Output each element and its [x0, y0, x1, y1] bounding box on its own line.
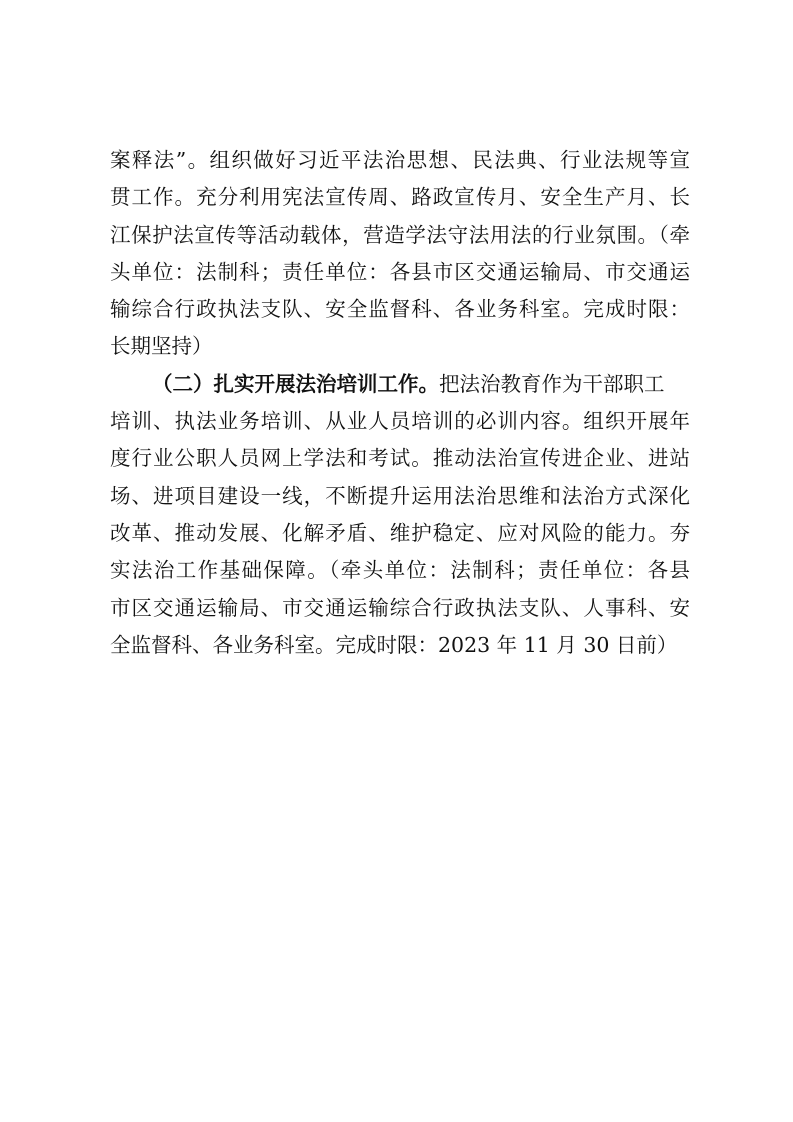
- paragraph-line: 长期坚持）: [110, 334, 213, 359]
- document-body: [110, 142, 690, 664]
- section-heading: （二）扎实开展法治培训工作。: [152, 371, 439, 396]
- paragraph-line: 场、进项目建设一线，不断提升运用法治思维和法治方式深化: [110, 483, 690, 508]
- paragraph-line: 改革、推动发展、化解矛盾、维护稳定、应对风险的能力。夯: [110, 520, 690, 545]
- paragraph-line: 案释法”。组织做好习近平法治思想、民法典、行业法规等宣: [110, 148, 690, 172]
- paragraph-legal-training: [110, 366, 690, 664]
- paragraph-line: 实法治工作基础保障。（牵头单位：法制科；责任单位：各县: [110, 558, 690, 583]
- paragraph-line: 培训、执法业务培训、从业人员培训的必训内容。组织开展年: [110, 409, 690, 434]
- paragraph-line: 度行业公职人员网上学法和考试。推动法治宣传进企业、进站: [110, 446, 690, 471]
- paragraph-line: 贯工作。充分利用宪法宣传周、路政宣传月、安全生产月、长: [110, 185, 690, 210]
- paragraph-publicity-work: [110, 142, 690, 366]
- paragraph-text: 把法治教育作为干部职工: [439, 371, 665, 396]
- paragraph-line: 输综合行政执法支队、安全监督科、各业务科室。完成时限：: [110, 297, 690, 322]
- paragraph-line: 头单位：法制科；责任单位：各县市区交通运输局、市交通运: [110, 259, 690, 284]
- paragraph-first-line: [110, 366, 690, 403]
- paragraph-line: 市区交通运输局、市交通运输综合行政执法支队、人事科、安: [110, 595, 690, 620]
- paragraph-line: 全监督科、各业务科室。完成时限：2023 年 11 月 30 日前）: [110, 632, 678, 657]
- paragraph-line: 江保护法宣传等活动载体，营造学法守法用法的行业氛围。（牵: [110, 222, 690, 247]
